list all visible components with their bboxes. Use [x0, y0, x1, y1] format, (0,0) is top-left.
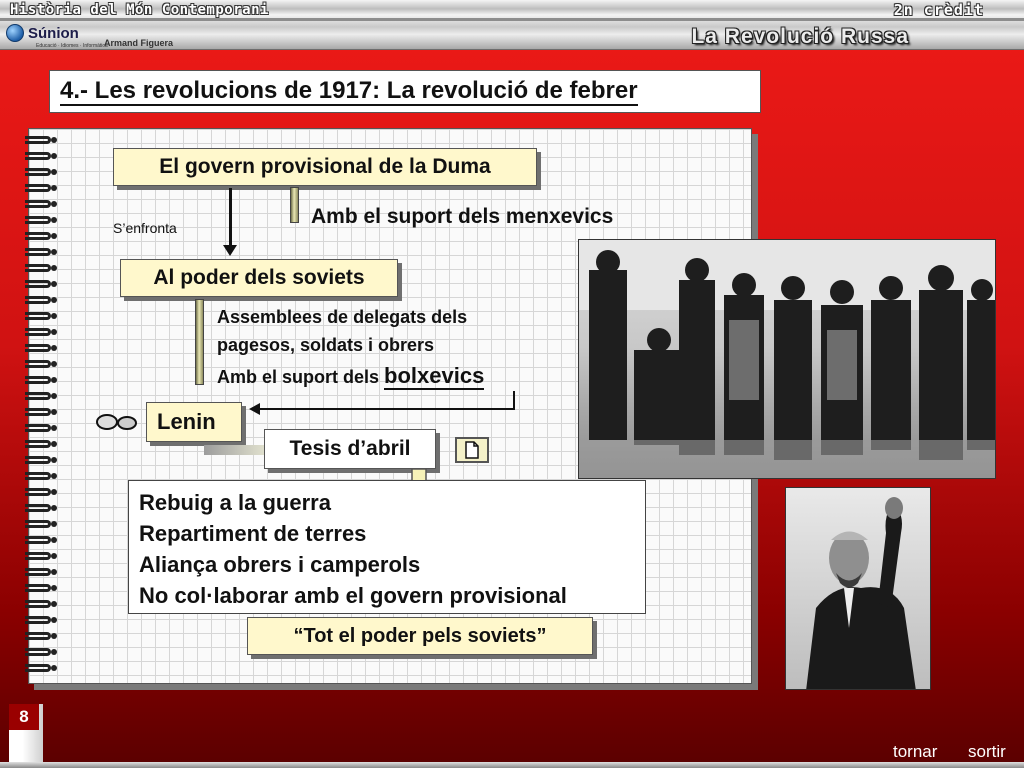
credit-label: 2n crèdit [893, 1, 984, 19]
ring-wire [25, 152, 51, 160]
ring-hole [51, 377, 57, 383]
ring-hole [51, 617, 57, 623]
ring-hole [51, 521, 57, 527]
ring-wire [25, 632, 51, 640]
ring-wire [25, 248, 51, 256]
ring-wire [25, 376, 51, 384]
connector-bar [290, 187, 299, 223]
ring-wire [25, 184, 51, 192]
ring-hole [51, 505, 57, 511]
ring-hole [51, 441, 57, 447]
spiral-ring [21, 615, 61, 625]
spiral-ring [21, 583, 61, 593]
spiral-ring [21, 279, 61, 289]
ring-hole [51, 473, 57, 479]
header-bar [0, 0, 1024, 50]
confronts-label: S’enfronta [113, 220, 177, 236]
ring-wire [25, 536, 51, 544]
ring-hole [51, 585, 57, 591]
ring-wire [25, 200, 51, 208]
ring-hole [51, 329, 57, 335]
spiral-ring [21, 503, 61, 513]
ring-wire [25, 520, 51, 528]
ring-wire [25, 504, 51, 512]
ring-hole [51, 185, 57, 191]
ring-wire [25, 312, 51, 320]
connector-line-h [259, 408, 515, 410]
soldiers-photo-graphic [579, 240, 996, 479]
ring-wire [25, 440, 51, 448]
sunion-logo [6, 24, 108, 49]
ring-wire [25, 344, 51, 352]
logo-subtitle: Educació · Idiomes · Informàtica [36, 43, 108, 49]
list-item: Aliança obrers i camperols [139, 552, 421, 577]
list-item: Rebuig a la guerra [139, 490, 331, 515]
spiral-ring [21, 663, 61, 673]
ring-wire [25, 408, 51, 416]
course-title: Història del Món Contemporani [10, 2, 269, 18]
ring-hole [51, 345, 57, 351]
ring-wire [25, 360, 51, 368]
spiral-ring [21, 263, 61, 273]
bolsheviks-word: bolxevics [384, 363, 485, 388]
header-divider [0, 18, 1024, 21]
spiral-ring [21, 423, 61, 433]
document-icon-button[interactable] [455, 437, 489, 463]
left-arrow-icon [249, 403, 260, 415]
slogan-box: “Tot el poder pels soviets” [247, 617, 593, 655]
spiral-ring [21, 535, 61, 545]
april-theses-box: Tesis d’abril [264, 429, 436, 469]
unit-topic: La Revolució Russa [691, 25, 909, 48]
ring-wire [25, 648, 51, 656]
spiral-ring [21, 519, 61, 529]
ring-hole [51, 601, 57, 607]
ring-hole [51, 409, 57, 415]
back-link[interactable]: tornar [893, 742, 938, 761]
spiral-ring [21, 647, 61, 657]
ring-hole [51, 665, 57, 671]
document-icon [465, 441, 479, 459]
slide-title-box [49, 70, 761, 113]
spiral-ring [21, 327, 61, 337]
ring-hole [51, 489, 57, 495]
spiral-ring [21, 295, 61, 305]
ring-hole [51, 297, 57, 303]
spiral-ring [21, 375, 61, 385]
ring-hole [51, 281, 57, 287]
ring-hole [51, 393, 57, 399]
spiral-ring [21, 183, 61, 193]
assemblies-line-1: Assemblees de delegats dels [217, 307, 468, 327]
spiral-ring [21, 343, 61, 353]
ring-hole [51, 361, 57, 367]
spiral-ring [21, 599, 61, 609]
connector-line [513, 391, 515, 409]
exit-link[interactable]: sortir [968, 742, 1006, 761]
ring-wire [25, 472, 51, 480]
ring-wire [25, 216, 51, 224]
spiral-ring [21, 391, 61, 401]
lenin-photo [785, 487, 931, 690]
ring-wire [25, 392, 51, 400]
footer-line [0, 762, 1024, 768]
ring-hole [51, 633, 57, 639]
spiral-ring [21, 311, 61, 321]
ring-wire [25, 136, 51, 144]
spiral-ring [21, 215, 61, 225]
logo-text: Súnion [28, 24, 79, 42]
ring-wire [25, 296, 51, 304]
ring-hole [51, 537, 57, 543]
spiral-ring [21, 135, 61, 145]
list-item: No col·laborar amb el govern provisional [139, 583, 567, 608]
spiral-ring [21, 247, 61, 257]
spiral-ring [21, 407, 61, 417]
slide-title: 4.- Les revolucions de 1917: La revolució de febrer [60, 77, 638, 107]
author-name: Armand Figuera [104, 38, 174, 48]
list-item: Repartiment de terres [139, 521, 367, 546]
ring-hole [51, 217, 57, 223]
spiral-ring [21, 551, 61, 561]
connector-bar-3 [204, 445, 268, 455]
globe-logo-icon [6, 24, 24, 42]
revolution-soldiers-photo [578, 239, 996, 479]
ring-hole [51, 249, 57, 255]
ring-wire [25, 456, 51, 464]
ring-wire [25, 280, 51, 288]
ring-wire [25, 328, 51, 336]
lenin-box: Lenin [146, 402, 242, 442]
glasses-icon [95, 409, 139, 433]
spiral-ring [21, 199, 61, 209]
bolsheviks-support-prefix: Amb el suport dels [217, 367, 380, 387]
spiral-ring [21, 471, 61, 481]
ring-wire [25, 568, 51, 576]
ring-wire [25, 664, 51, 672]
bolsheviks-support-line [217, 363, 484, 389]
spiral-ring [21, 631, 61, 641]
ring-wire [25, 488, 51, 496]
ring-wire [25, 264, 51, 272]
ring-wire [25, 424, 51, 432]
down-arrow-icon [229, 188, 232, 246]
ring-hole [51, 137, 57, 143]
ring-wire [25, 552, 51, 560]
page-number: 8 [9, 704, 39, 730]
spiral-binding [21, 135, 69, 683]
page-number-tab [9, 704, 43, 762]
ring-wire [25, 584, 51, 592]
ring-wire [25, 600, 51, 608]
spiral-ring [21, 439, 61, 449]
ring-wire [25, 168, 51, 176]
soviets-power-box: Al poder dels soviets [120, 259, 398, 297]
spiral-ring [21, 151, 61, 161]
theses-list [128, 480, 646, 614]
ring-hole [51, 153, 57, 159]
ring-hole [51, 233, 57, 239]
spiral-ring [21, 167, 61, 177]
ring-wire [25, 232, 51, 240]
ring-hole [51, 313, 57, 319]
connector-bar-2 [195, 299, 204, 385]
ring-hole [51, 265, 57, 271]
ring-hole [51, 553, 57, 559]
ring-wire [25, 616, 51, 624]
ring-hole [51, 457, 57, 463]
spiral-ring [21, 231, 61, 241]
spiral-ring [21, 359, 61, 369]
ring-hole [51, 569, 57, 575]
lenin-portrait-graphic [786, 488, 931, 690]
ring-hole [51, 169, 57, 175]
ring-hole [51, 201, 57, 207]
ring-hole [51, 425, 57, 431]
menxevics-support-text: Amb el suport dels menxevics [311, 205, 614, 228]
assemblies-line-2: pagesos, soldats i obrers [217, 335, 435, 355]
spiral-ring [21, 487, 61, 497]
ring-hole [51, 649, 57, 655]
provisional-government-box: El govern provisional de la Duma [113, 148, 537, 186]
spiral-ring [21, 567, 61, 577]
spiral-ring [21, 455, 61, 465]
